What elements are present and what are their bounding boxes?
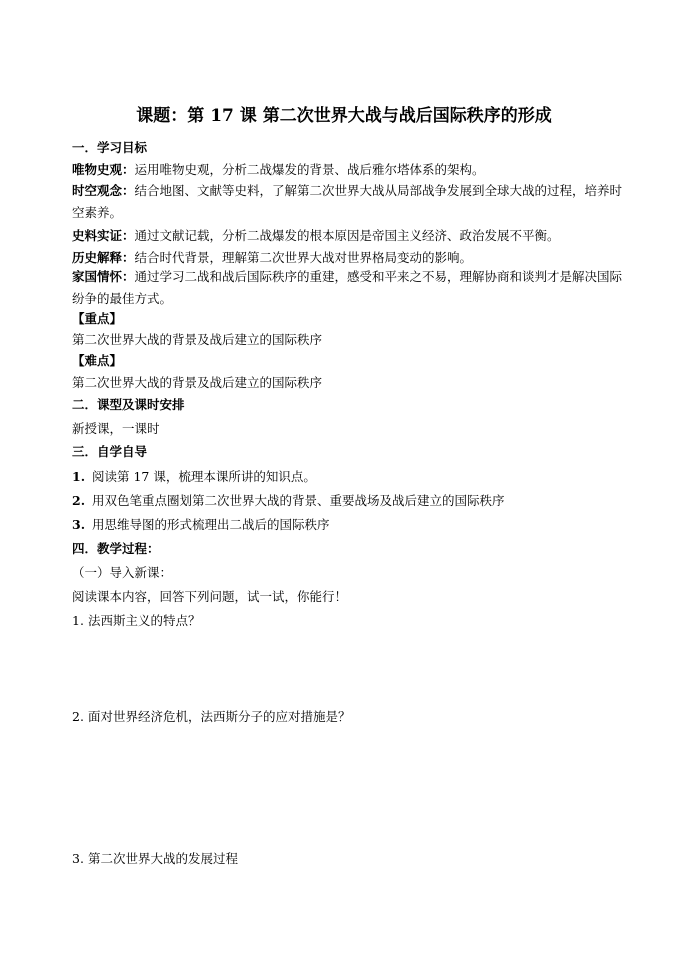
goal-text: 结合时代背景，理解第二次世界大战对世界格局变动的影响。	[134, 250, 473, 265]
goal-item	[72, 161, 632, 179]
question-number: 2.	[72, 709, 84, 724]
list-item-number: 2.	[72, 493, 86, 508]
goal-item	[72, 180, 632, 224]
section-heading-learning-goals: 一．学习目标	[72, 140, 148, 155]
list-item	[72, 492, 632, 510]
goal-label: 史料实证：	[72, 228, 135, 243]
goal-item	[72, 227, 632, 245]
question-item	[72, 612, 632, 630]
question-item	[72, 708, 632, 726]
goal-item	[72, 266, 632, 310]
section-heading-lesson-type: 二．课型及课时安排	[72, 397, 185, 412]
goal-label: 历史解释：	[72, 250, 135, 265]
goal-text: 通过文献记载，分析二战爆发的根本原因是帝国主义经济、政治发展不平衡。	[134, 228, 560, 243]
list-item-number: 1.	[72, 469, 86, 484]
question-text: 法西斯主义的特点？	[88, 613, 201, 628]
question-item	[72, 850, 632, 868]
question-number: 1.	[72, 613, 84, 628]
page-title: 课题：第 17 课 第二次世界大战与战后国际秩序的形成	[136, 106, 552, 126]
sub-heading-introduction: （一）导入新课：	[72, 565, 173, 580]
key-points-text: 第二次世界大战的背景及战后建立的国际秩序	[72, 332, 323, 347]
lesson-type-text: 新授课，一课时	[72, 421, 160, 436]
key-points-heading: 【重点】	[72, 311, 123, 326]
question-text: 面对世界经济危机，法西斯分子的应对措施是？	[88, 709, 351, 724]
goal-text: 运用唯物史观，分析二战爆发的背景、战后雅尔塔体系的架构。	[134, 162, 485, 177]
goal-label: 家国情怀：	[72, 269, 135, 284]
list-item	[72, 468, 632, 486]
difficult-points-heading: 【难点】	[72, 353, 123, 368]
introduction-instruction: 阅读课本内容，回答下列问题，试一试，你能行！	[72, 589, 348, 604]
list-item-text: 用思维导图的形式梳理出二战后的国际秩序	[92, 517, 330, 532]
question-number: 3.	[72, 851, 84, 866]
section-heading-teaching-process: 四．教学过程：	[72, 541, 160, 556]
list-item-text: 阅读第 17 课，梳理本课所讲的知识点。	[92, 469, 316, 484]
question-text: 第二次世界大战的发展过程	[88, 851, 239, 866]
goal-label: 时空观念：	[72, 183, 135, 198]
goal-item	[72, 249, 632, 267]
list-item-text: 用双色笔重点圈划第二次世界大战的背景、重要战场及战后建立的国际秩序	[92, 493, 505, 508]
goal-text: 通过学习二战和战后国际秩序的重建，感受和平来之不易，理解协商和谈判才是解决国际纷争的最佳方式。	[72, 269, 623, 306]
goal-label: 唯物史观：	[72, 162, 135, 177]
difficult-points-text: 第二次世界大战的背景及战后建立的国际秩序	[72, 375, 323, 390]
list-item	[72, 516, 632, 534]
section-heading-self-study: 三．自学自导	[72, 444, 148, 459]
goal-text: 结合地图、文献等史料，了解第二次世界大战从局部战争发展到全球大战的过程，培养时空素养。	[72, 183, 623, 220]
list-item-number: 3.	[72, 517, 86, 532]
